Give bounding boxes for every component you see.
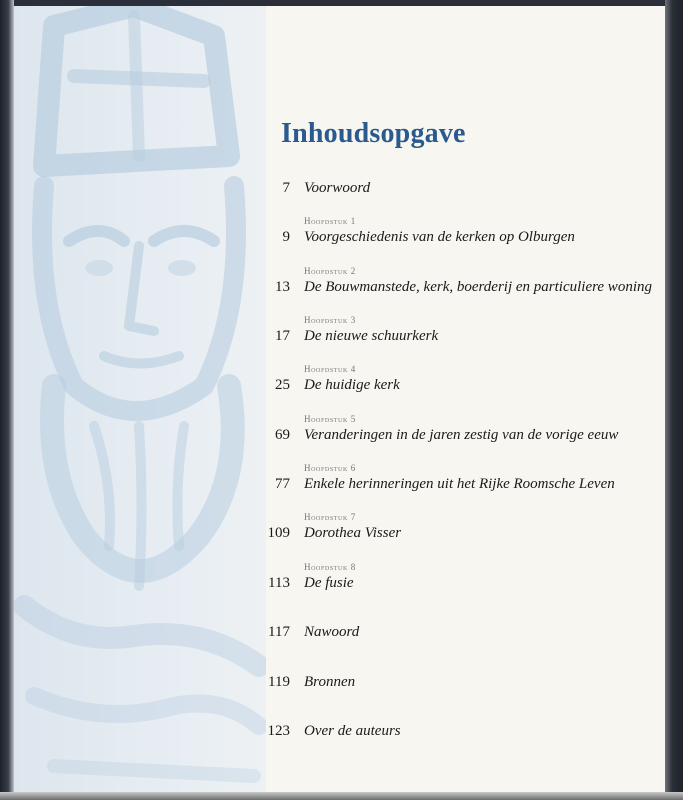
toc-entry [260,476,670,496]
page-number: 13 [275,279,290,295]
chapter-label: Hoofdstuk 3 [304,315,356,325]
toc-entry [260,575,670,595]
toc-entry [260,427,670,447]
page-number: 123 [267,723,290,739]
entry-title: Voorgeschiedenis van de kerken op Olburgen [304,229,575,245]
chapter-label: Hoofdstuk 6 [304,463,356,473]
page-number: 77 [275,476,290,492]
entry-title: Enkele herinneringen uit het Rijke Roomsche Leven [304,476,615,492]
chapter-label: Hoofdstuk 2 [304,266,356,276]
chapter-label: Hoofdstuk 8 [304,562,356,572]
toc-entry [260,377,670,397]
page-number: 69 [275,427,290,443]
toc-entry [260,279,670,299]
entry-title: Voorwoord [304,180,371,196]
toc-entry [260,180,670,200]
page-number: 25 [275,377,290,393]
book-bottom-edge [0,792,683,800]
entry-title: Nawoord [304,624,360,640]
chapter-label: Hoofdstuk 4 [304,364,356,374]
toc-entry [260,624,670,644]
entry-title: De Bouwmanstede, kerk, boerderij en particuliere woning [304,279,652,295]
toc-entry [260,229,670,249]
page-number: 9 [282,229,290,245]
book-spine-edge [0,0,14,800]
toc-entry [260,328,670,348]
entry-title: Bronnen [304,674,356,690]
toc-entry [260,525,670,545]
entry-title: Over de auteurs [304,723,401,739]
toc-entry [260,674,670,694]
chapter-label: Hoofdstuk 1 [304,216,356,226]
page-number: 7 [282,180,290,196]
page-number: 17 [275,328,290,344]
toc-entry [260,723,670,743]
page-number: 117 [268,624,290,640]
entry-title: De fusie [304,575,354,591]
entry-title: Dorothea Visser [304,525,402,541]
entry-title: De huidige kerk [304,377,400,393]
stained-glass-saint-illustration [14,6,266,792]
entry-title: Veranderingen in de jaren zestig van de vorige eeuw [304,427,619,443]
page-title: Inhoudsopgave [281,118,466,149]
page-number: 119 [268,674,290,690]
chapter-label: Hoofdstuk 7 [304,512,356,522]
chapter-label: Hoofdstuk 5 [304,414,356,424]
page-number: 113 [268,575,290,591]
entry-title: De nieuwe schuurkerk [304,328,439,344]
saint-face-artwork [14,6,266,792]
page-number: 109 [267,525,290,541]
